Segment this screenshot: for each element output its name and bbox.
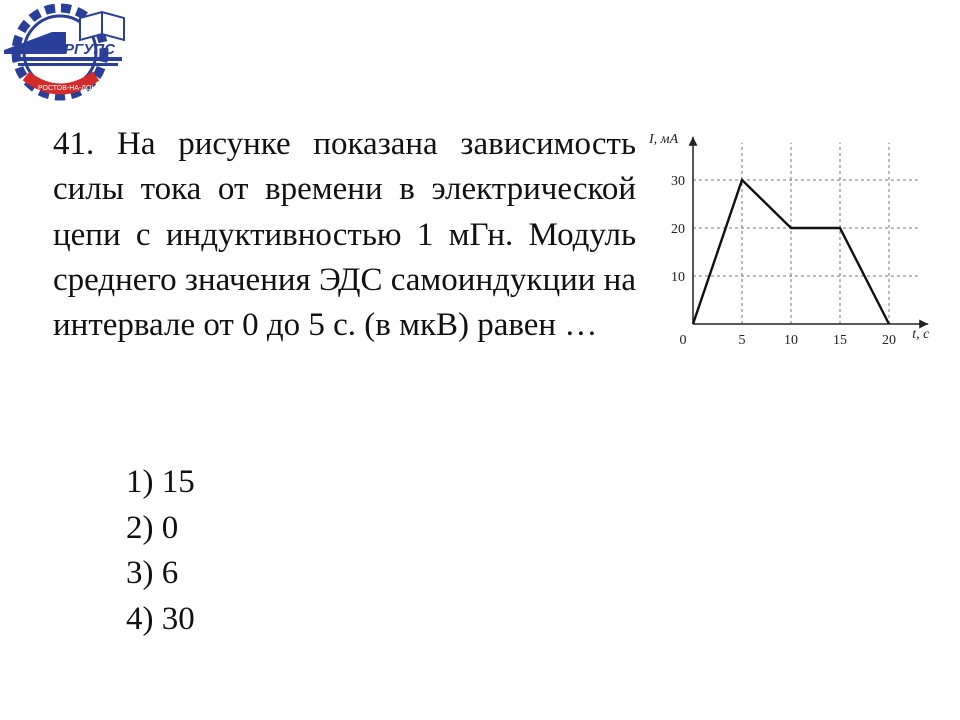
logo-text: РГУПС	[64, 41, 115, 58]
x-tick-label: 5	[738, 333, 746, 348]
y-tick-label: 30	[671, 174, 685, 189]
x-tick-label: 0	[679, 333, 687, 348]
university-logo	[2, 2, 142, 106]
y-tick-label: 10	[671, 270, 685, 285]
current-time-chart	[645, 132, 945, 352]
answer-option-3[interactable]: 3) 6	[126, 555, 179, 591]
x-tick-label: 10	[784, 333, 798, 348]
answer-options	[126, 460, 195, 642]
answer-option-1[interactable]: 1) 15	[126, 464, 195, 500]
question-text: 41. На рисунке показана зависимость силы тока от времени в электрической цепи с индуктивностью 1 мГн. Модуль среднего значения ЭДС самоиндукции на интервале от 0 до 5 с. (в мкВ) равен …	[53, 126, 636, 344]
x-tick-label: 20	[882, 333, 896, 348]
answer-option-4[interactable]: 4) 30	[126, 600, 195, 637]
x-tick-label: 15	[833, 333, 847, 348]
y-axis-label: I, мА	[649, 132, 679, 147]
logo-subtitle: РОСТОВ-НА-ДОНУ	[38, 85, 101, 92]
answer-option-2[interactable]: 2) 0	[126, 509, 179, 546]
y-tick-label: 20	[671, 222, 685, 237]
x-axis-label: t, с	[912, 327, 930, 342]
